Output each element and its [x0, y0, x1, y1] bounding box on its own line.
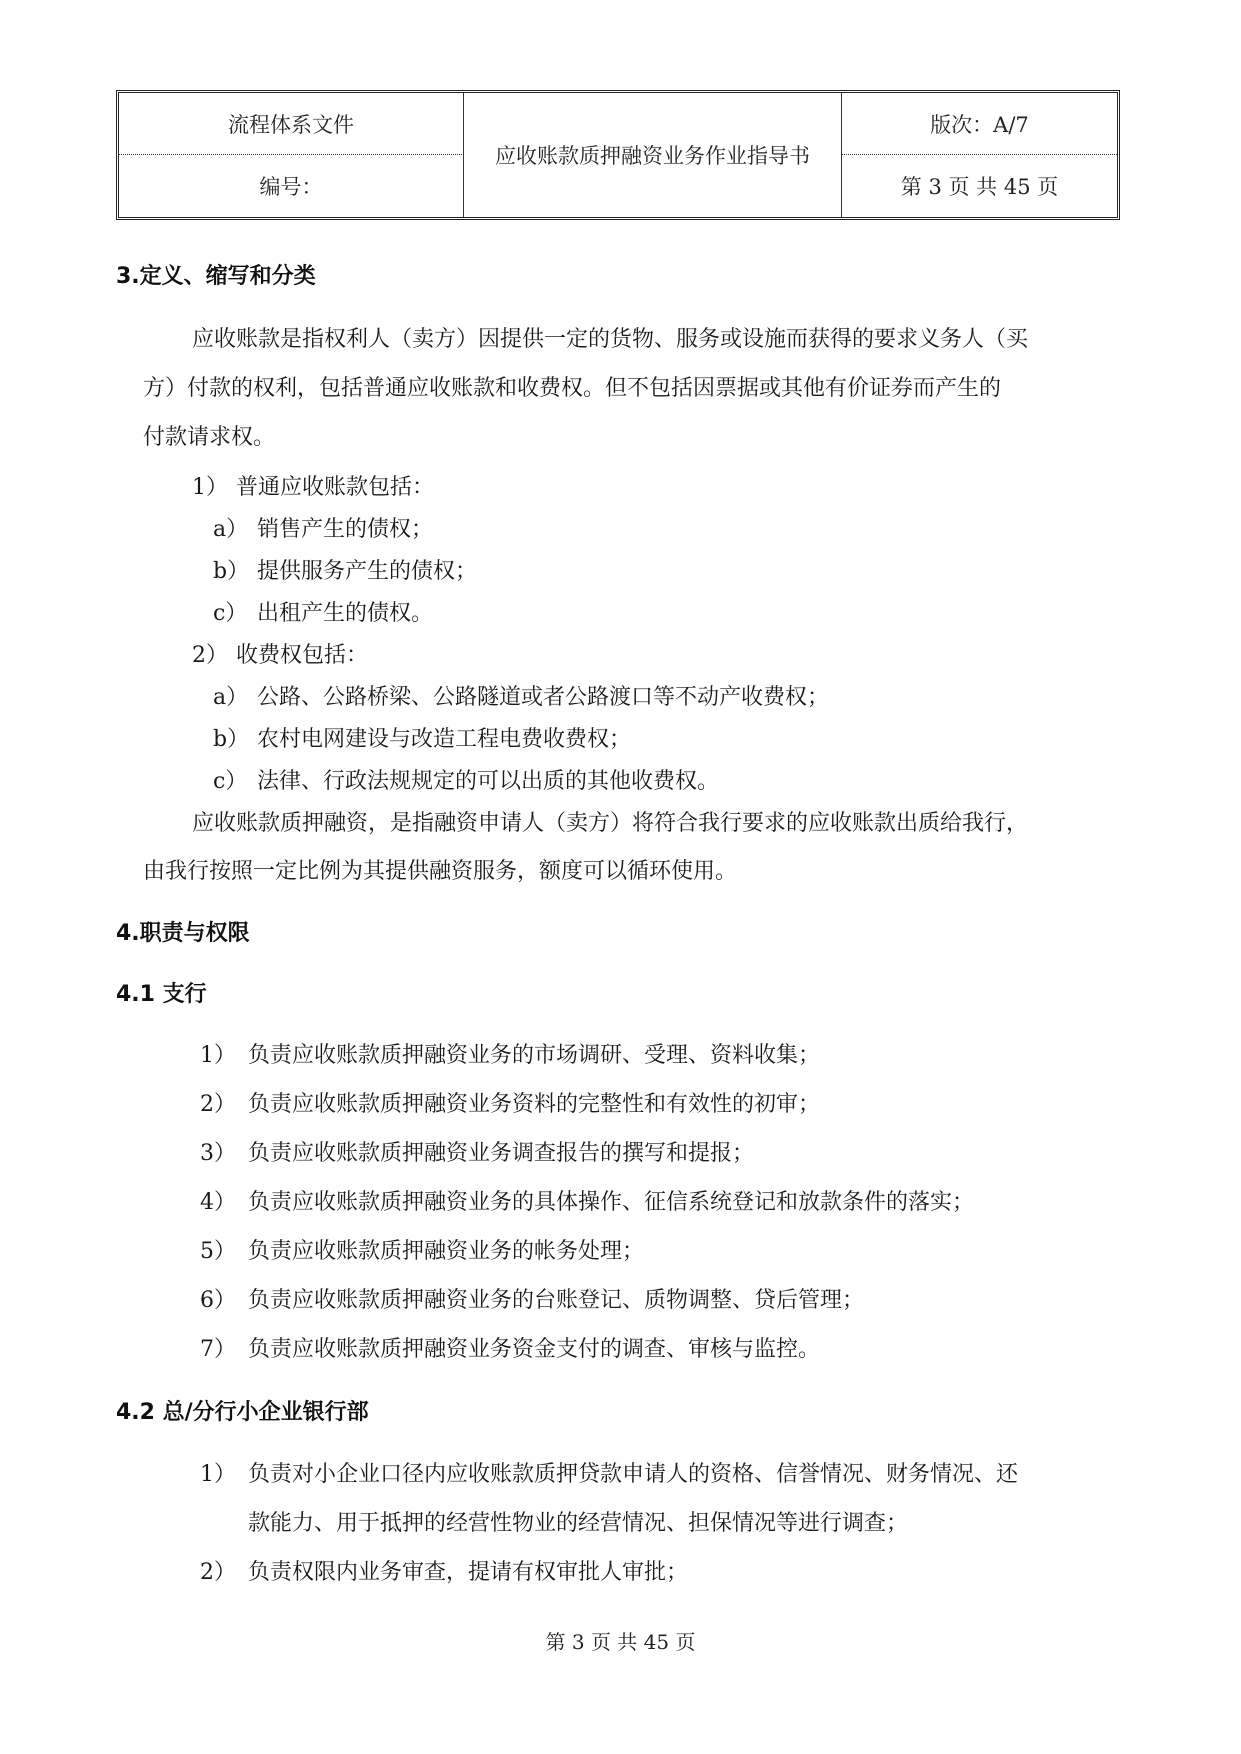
number-cell: 编号：	[119, 155, 464, 217]
list-item	[213, 512, 433, 543]
list-item	[192, 638, 368, 669]
system-file-cell: 流程体系文件	[119, 93, 464, 155]
list-item-text: 法律、行政法规规定的可以出质的其他收费权。	[257, 769, 720, 794]
section3-para1-line2: 方）付款的权利，包括普通应收账款和收费权。但不包括因票据或其他有价证券而产生的	[143, 376, 1002, 401]
header-table	[116, 90, 1120, 220]
list-item	[213, 722, 631, 753]
list-item-number: 1）	[192, 475, 228, 500]
doc-title-cell: 应收账款质押融资业务作业指导书	[464, 93, 842, 217]
list-item-text: 公路、公路桥梁、公路隧道或者公路渡口等不动产收费权；	[257, 685, 830, 710]
list-item-text: 负责应收账款质押融资业务的具体操作、征信系统登记和放款条件的落实；	[248, 1190, 975, 1215]
list-item	[192, 470, 434, 501]
list-item-number: b）	[213, 727, 250, 752]
list-item-text: 负责对小企业口径内应收账款质押贷款申请人的资格、信誉情况、财务情况、还	[248, 1462, 1019, 1487]
list-item-text: 负责应收账款质押融资业务的帐务处理；	[248, 1239, 645, 1264]
list-item-number: c）	[213, 769, 248, 794]
list-item	[213, 764, 719, 795]
page-info-cell: 第 3 页 共 45 页	[900, 175, 1059, 199]
list-item-number: 3）	[200, 1141, 236, 1166]
section3-para1-line3: 付款请求权。	[143, 425, 276, 450]
section3-para1-line1: 应收账款是指权利人（卖方）因提供一定的货物、服务或设施而获得的要求义务人（买	[192, 327, 1029, 352]
list-item-text: 负责应收账款质押融资业务的台账登记、质物调整、贷后管理；	[248, 1288, 865, 1313]
list-item-text: 出租产生的债权。	[257, 601, 434, 626]
list-item-number: 2）	[200, 1560, 236, 1585]
list-item-text: 提供服务产生的债权；	[257, 559, 478, 584]
list-item-number: b）	[213, 559, 250, 584]
section4-1-heading: 4.1 支行	[116, 982, 207, 1007]
section3-para2-line1: 应收账款质押融资，是指融资申请人（卖方）将符合我行要求的应收账款出质给我行，	[192, 811, 1029, 836]
list-item-number: 7）	[200, 1337, 236, 1362]
list-item-continuation: 款能力、用于抵押的经营性物业的经营情况、担保情况等进行调查；	[248, 1511, 909, 1536]
list-item-text: 负责应收账款质押融资业务的市场调研、受理、资料收集；	[248, 1043, 821, 1068]
list-item-text: 农村电网建设与改造工程电费收费权；	[257, 727, 632, 752]
version-cell: 版次：A/7	[842, 93, 1117, 155]
list-item	[213, 680, 829, 711]
list-item-text: 负责应收账款质押融资业务资金支付的调查、审核与监控。	[248, 1337, 821, 1362]
list-item	[200, 1087, 820, 1118]
list-item	[200, 1136, 754, 1167]
list-item-number: 2）	[192, 643, 228, 668]
list-item	[200, 1234, 644, 1265]
list-item	[200, 1185, 974, 1216]
list-item-text: 负责应收账款质押融资业务资料的完整性和有效性的初审；	[248, 1092, 821, 1117]
list-item	[200, 1283, 864, 1314]
section4-2-heading: 4.2 总/分行小企业银行部	[116, 1400, 369, 1425]
list-item	[200, 1038, 820, 1069]
page-footer: 第 3 页 共 45 页	[545, 1630, 696, 1654]
list-item-number: 1）	[200, 1462, 236, 1487]
list-item-number: a）	[213, 517, 249, 542]
section3-heading: 3.定义、缩写和分类	[116, 264, 316, 289]
list-item-text: 负责应收账款质押融资业务调查报告的撰写和提报；	[248, 1141, 755, 1166]
list-item	[200, 1555, 688, 1586]
list-item-number: 6）	[200, 1288, 236, 1313]
list-item	[213, 554, 477, 585]
list-item-text: 负责权限内业务审查，提请有权审批人审批；	[248, 1560, 689, 1585]
list-item	[200, 1457, 1018, 1488]
list-item	[213, 596, 433, 627]
list-item-number: c）	[213, 601, 248, 626]
list-item-number: 4）	[200, 1190, 236, 1215]
section3-para2-line2: 由我行按照一定比例为其提供融资服务，额度可以循环使用。	[143, 859, 738, 884]
list-item-text: 收费权包括：	[236, 643, 369, 668]
list-item-number: 5）	[200, 1239, 236, 1264]
section4-heading: 4.职责与权限	[116, 921, 250, 946]
list-item-number: a）	[213, 685, 249, 710]
list-item-text: 销售产生的债权；	[257, 517, 434, 542]
list-item-number: 2）	[200, 1092, 236, 1117]
list-item-number: 1）	[200, 1043, 236, 1068]
list-item-text: 普通应收账款包括：	[236, 475, 435, 500]
list-item	[200, 1332, 820, 1363]
